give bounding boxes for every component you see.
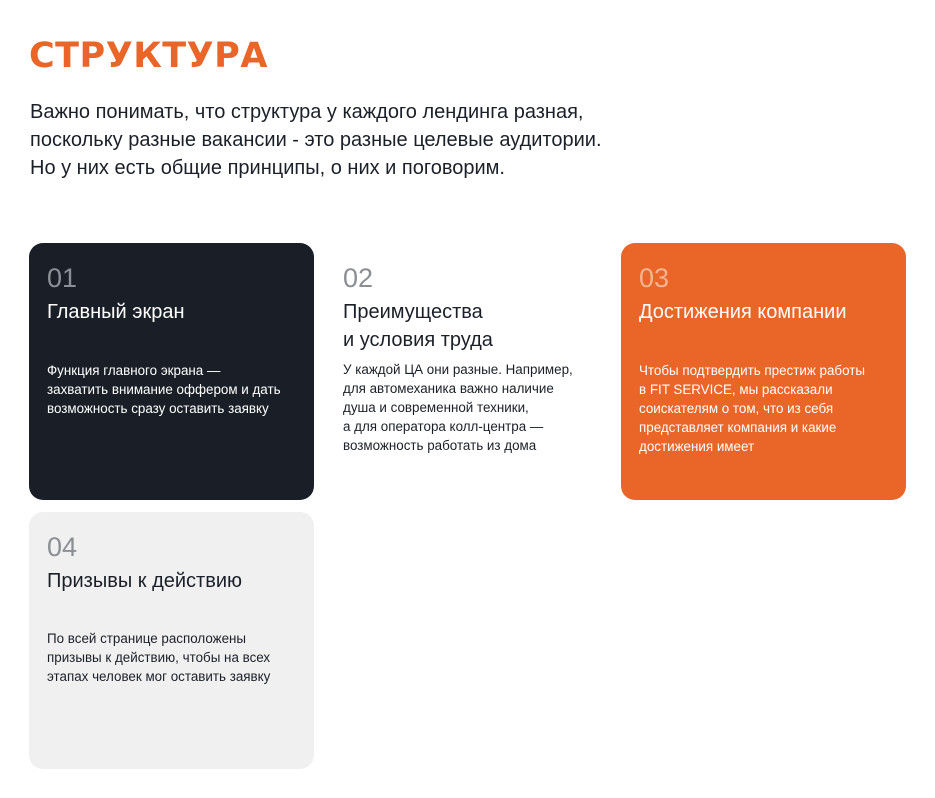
card-number: 04	[47, 532, 78, 562]
card-number: 01	[47, 263, 78, 293]
card-number: 03	[639, 263, 670, 293]
card-number: 02	[343, 263, 374, 293]
card-main-screen	[29, 243, 314, 500]
card-desc-line: представляет компания и какие	[639, 420, 837, 435]
card-desc-line: призывы к действию, чтобы на всех	[47, 650, 271, 665]
card-title	[47, 567, 307, 595]
card-desc-line: У каждой ЦА они разные. Например,	[343, 362, 573, 377]
card-description	[47, 629, 309, 686]
card-desc-line: По всей странице расположены	[47, 631, 247, 646]
card-desc-line: соискателям о том, что из себя	[639, 401, 834, 416]
card-desc-line: этапах человек мог оставить заявку	[47, 669, 271, 684]
card-desc-line: Чтобы подтвердить престиж работы	[639, 363, 865, 378]
card-desc-line: в FIT SERVICE, мы рассказали	[639, 382, 833, 397]
card-desc-line: захватить внимание оффером и дать	[47, 382, 281, 397]
card-title-line: и условия труда	[343, 329, 493, 351]
card-desc-line: а для оператора колл-центра —	[343, 419, 544, 434]
card-title-line: Преимущества	[343, 301, 483, 323]
card-description	[47, 361, 309, 418]
card-title-line: Достижения компании	[639, 301, 847, 323]
card-description	[343, 360, 605, 455]
card-title	[47, 298, 307, 326]
intro-line: Но у них есть общие принципы, о них и поговорим.	[30, 157, 505, 179]
card-company-achievements	[621, 243, 906, 500]
card-desc-line: возможность работать из дома	[343, 438, 537, 453]
card-desc-line: Функция главного экрана —	[47, 363, 221, 378]
page-title: СТРУКТУРА	[29, 36, 268, 76]
card-desc-line: достижения имеет	[639, 439, 755, 454]
card-title	[343, 298, 603, 354]
card-desc-line: душа и современной техники,	[343, 400, 529, 415]
card-advantages	[325, 243, 610, 500]
card-desc-line: для автомеханика важно наличие	[343, 381, 554, 396]
card-title-line: Главный экран	[47, 301, 185, 323]
intro-line: поскольку разные вакансии - это разные целевые аудитории.	[30, 129, 602, 151]
card-title-line: Призывы к действию	[47, 570, 242, 592]
card-title	[639, 298, 899, 326]
card-calls-to-action	[29, 512, 314, 769]
card-desc-line: возможность сразу оставить заявку	[47, 401, 269, 416]
intro-line: Важно понимать, что структура у каждого лендинга разная,	[30, 101, 584, 123]
card-description	[639, 361, 901, 456]
intro-paragraph	[30, 98, 710, 182]
